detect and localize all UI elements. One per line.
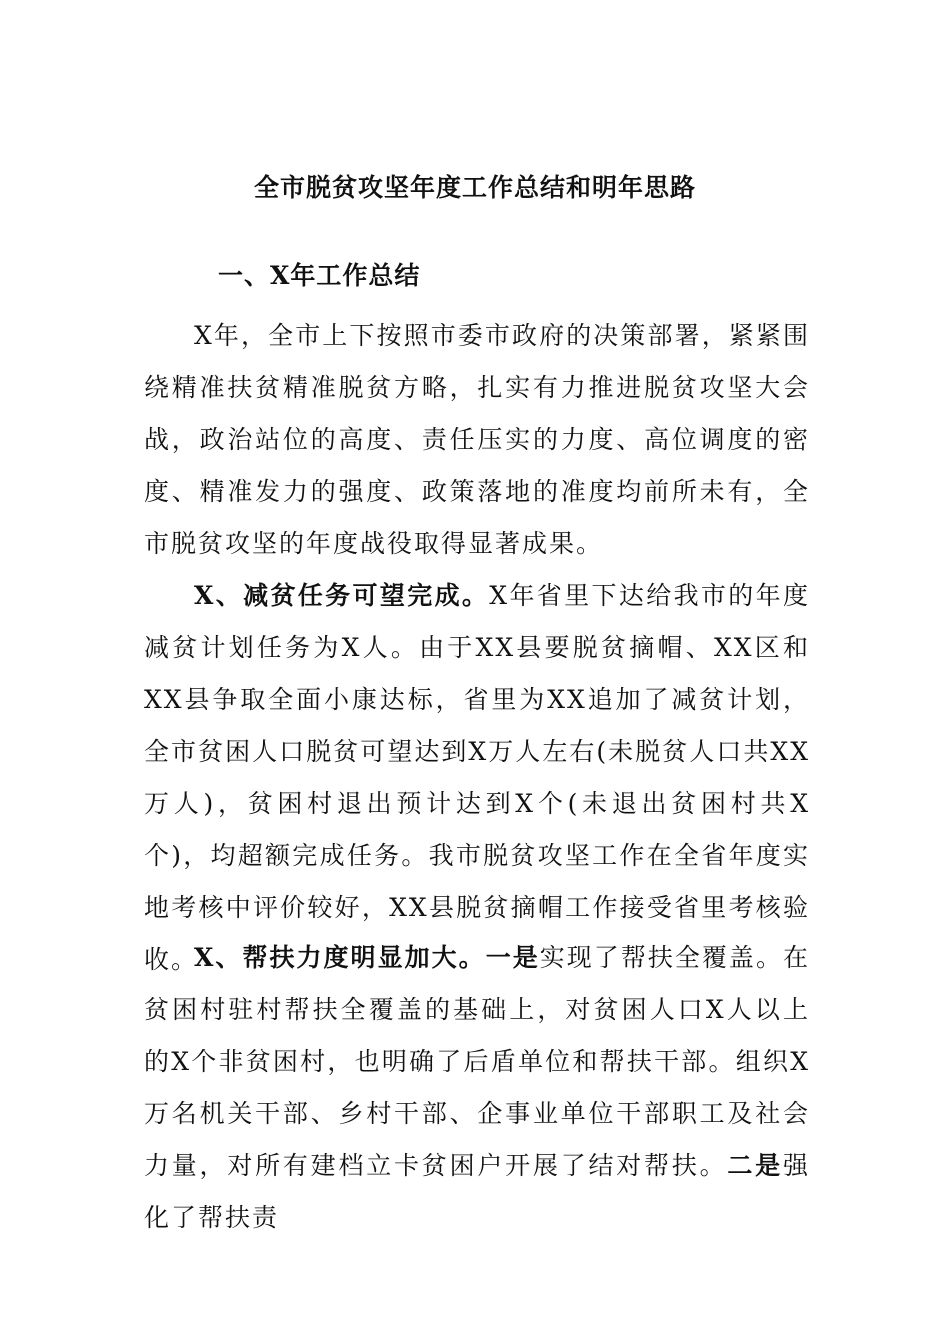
document-title: 全市脱贫攻坚年度工作总结和明年思路 — [253, 173, 696, 202]
lead-marker-first: 一是 — [485, 943, 540, 972]
paragraph-body: X年省里下达给我市的年度减贫计划任务为X人。由于XX县要脱贫摘帽、XX区和XX县争取全面小康达标，省里为XX追加了减贫计划，全市贫困人口脱贫可望达到X万人左右(未脱贫人口共XX万人)，贫困村退出预计达到X个(未退出贫困村共X个)，均超额完成任务。我市脱贫攻坚工作在全省年度实地考核中评价较好，XX县脱贫摘帽工作接受省里考核验收。 — [144, 581, 810, 974]
paragraph-heading: X、帮扶力度明显加大。 — [194, 943, 486, 972]
paragraph-body-continued: 强化了帮扶责 — [144, 1151, 810, 1232]
lead-marker-second: 二是 — [727, 1151, 783, 1180]
section-heading: 一、X年工作总结 — [218, 261, 421, 290]
paragraph-poverty-reduction — [144, 570, 810, 986]
intro-paragraph: X年，全市上下按照市委市政府的决策部署，紧紧围绕精准扶贫精准脱贫方略，扎实有力推进脱贫攻坚大会战，政治站位的高度、责任压实的力度、高位调度的密度、精准发力的强度、政策落地的准度均前所未有，全市脱贫攻坚的年度战役取得显著成果。 — [144, 321, 810, 558]
paragraph-assistance — [144, 932, 810, 1244]
paragraph-body: 实现了帮扶全覆盖。在贫困村驻村帮扶全覆盖的基础上，对贫困人口X人以上的X个非贫困村，也明确了后盾单位和帮扶干部。组织X万名机关干部、乡村干部、企事业单位干部职工及社会力量，对所有建档立卡贫困户开展了结对帮扶。 — [144, 943, 810, 1180]
paragraph-heading: X、减贫任务可望完成。 — [194, 581, 490, 610]
